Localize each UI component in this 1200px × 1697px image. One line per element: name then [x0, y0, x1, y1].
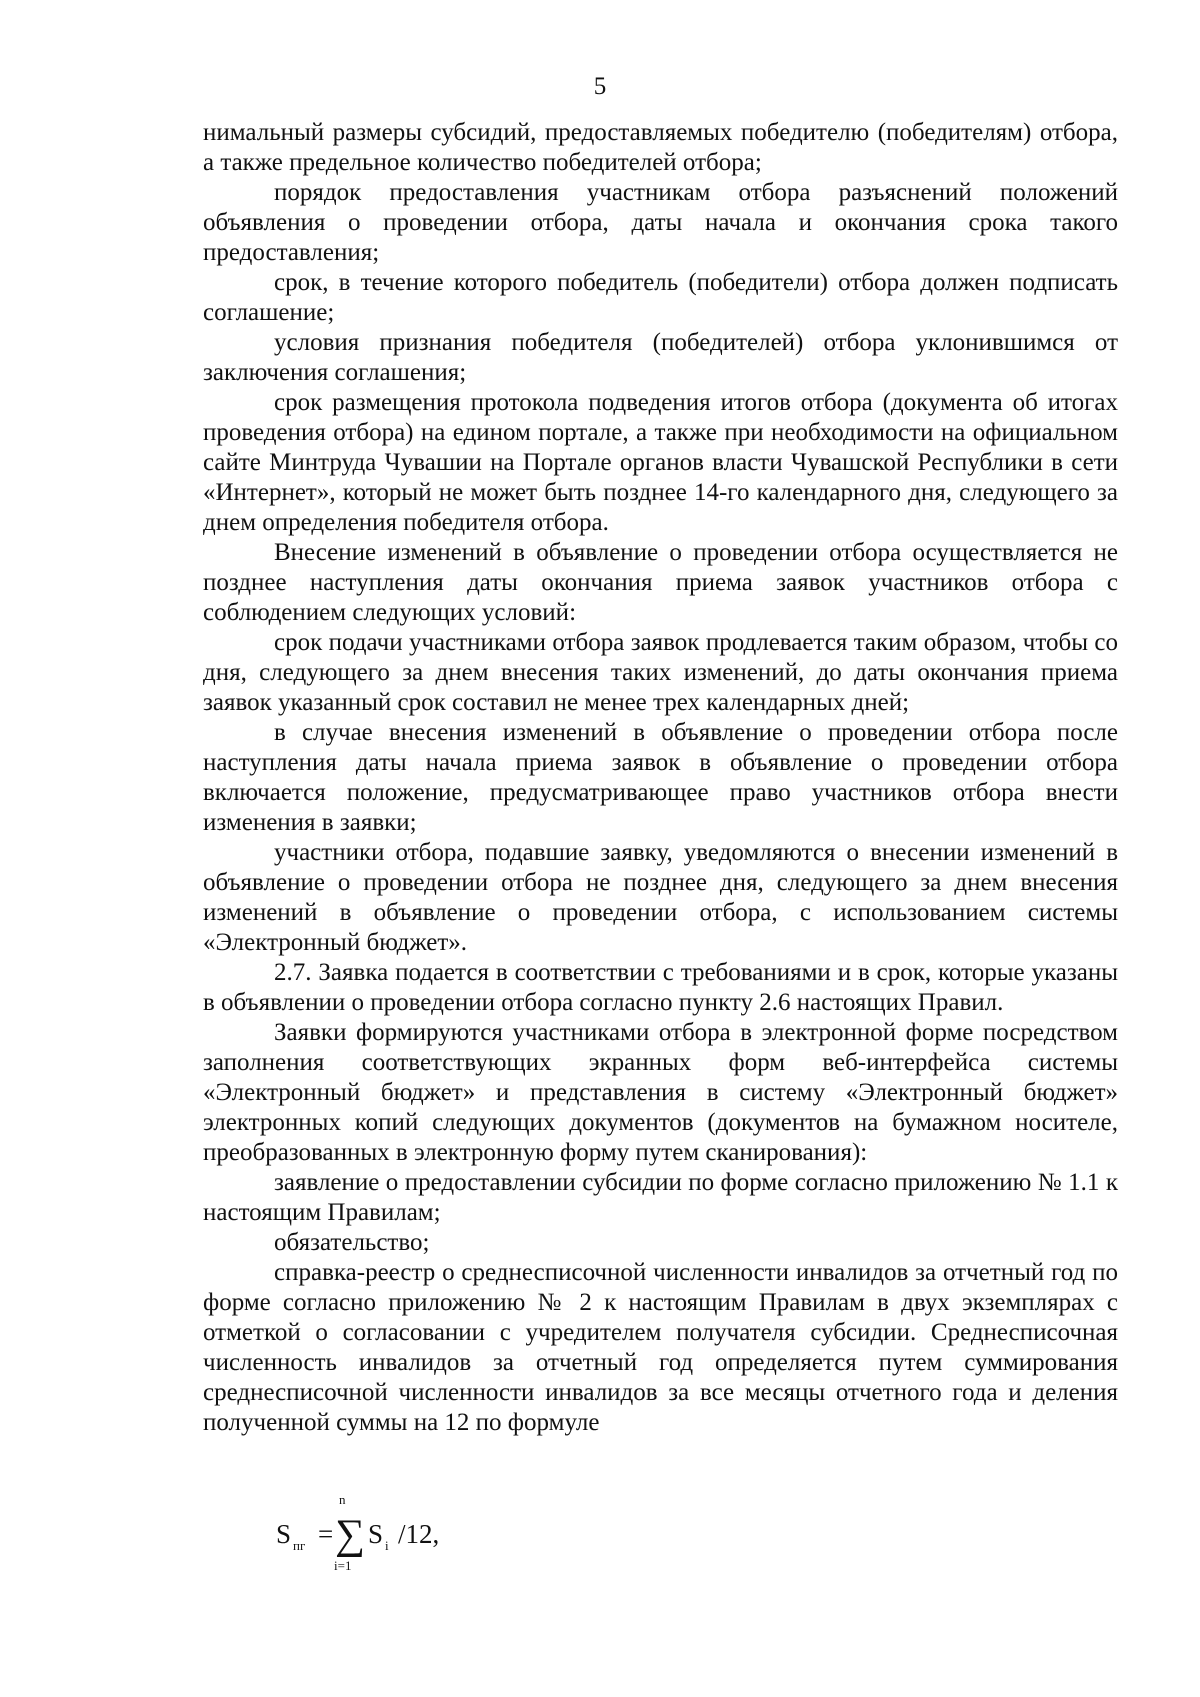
formula-svg: [276, 1480, 496, 1590]
paragraph: срок, в течение которого победитель (победители) отбора должен подписать соглашение;: [203, 269, 1118, 326]
formula-sum-lower: i=1: [334, 1558, 352, 1573]
formula-term-subscript: i: [385, 1538, 389, 1553]
paragraph: Внесение изменений в объявление о проведении отбора осуществляется не позднее наступления даты окончания приема заявок участников отбора с соблюдением следующих условий:: [203, 539, 1118, 626]
paragraph-continuation: нимальный размеры субсидий, предоставляемых победителю (победителям) отбора, а также предельное количество победителей отбора;: [203, 119, 1118, 176]
formula: [276, 1480, 496, 1590]
paragraph-section-2-7: 2.7. Заявка подается в соответствии с требованиями и в срок, которые указаны в объявлении о проведении отбора согласно пункту 2.6 настоящих Правил.: [203, 959, 1118, 1016]
paragraph: участники отбора, подавшие заявку, уведомляются о внесении изменений в объявление о проведении отбора не позднее дня, следующего за днем внесения изменений в объявление о проведении отбора, с использованием системы «Электронный бюджет».: [203, 839, 1118, 956]
formula-equals: =: [318, 1519, 334, 1549]
paragraph: в случае внесения изменений в объявление о проведении отбора после наступления даты начала приема заявок в объявление о проведении отбора включается положение, предусматривающее право участников отбора внести изменения в заявки;: [203, 719, 1118, 836]
formula-lhs: S: [276, 1519, 292, 1549]
paragraph: справка-реестр о среднесписочной численности инвалидов за отчетный год по форме согласно приложению № 2 к настоящим Правилам в двух экземплярах с отметкой о согласовании с учредителем получателя субсидии. Среднесписочная численность инвалидов за отчетный год определяется путем суммирования среднесписочной численности инвалидов за все месяцы отчетного года и деления полученной суммы на 12 по формуле: [203, 1259, 1118, 1436]
paragraph: обязательство;: [274, 1229, 430, 1256]
paragraph: срок размещения протокола подведения итогов отбора (документа об итогах проведения отбора) на едином портале, а также при необходимости на официальном сайте Минтруда Чувашии на Портале органов власти Чувашской Республики в сети «Интернет», который не может быть позднее 14-го календарного дня, следующего за днем определения победителя отбора.: [203, 389, 1118, 536]
formula-term: S: [368, 1519, 384, 1549]
paragraph: порядок предоставления участникам отбора разъяснений положений объявления о проведении отбора, даты начала и окончания срока такого предоставления;: [203, 179, 1118, 266]
paragraph: условия признания победителя (победителей) отбора уклонившимся от заключения соглашения;: [203, 329, 1118, 386]
formula-sum-upper: n: [339, 1492, 346, 1507]
page-number: 5: [593, 73, 607, 100]
formula-lhs-subscript: пг: [293, 1538, 306, 1553]
document-body: [203, 118, 1118, 1438]
paragraph: Заявки формируются участниками отбора в электронной форме посредством заполнения соответствующих экранных форм веб-интерфейса системы «Электронный бюджет» и представления в систему «Электронный бюджет» электронных копий следующих документов (документов на бумажном носителе, преобразованных в электронную форму путем сканирования):: [203, 1019, 1118, 1166]
formula-sum-symbol: ∑: [335, 1512, 365, 1558]
paragraph: заявление о предоставлении субсидии по форме согласно приложению № 1.1 к настоящим Правилам;: [203, 1169, 1118, 1226]
paragraph: срок подачи участниками отбора заявок продлевается таким образом, чтобы со дня, следующего за днем внесения таких изменений, до даты окончания приема заявок указанный срок составил не менее трех календарных дней;: [203, 629, 1118, 716]
formula-tail: /12,: [398, 1519, 440, 1549]
